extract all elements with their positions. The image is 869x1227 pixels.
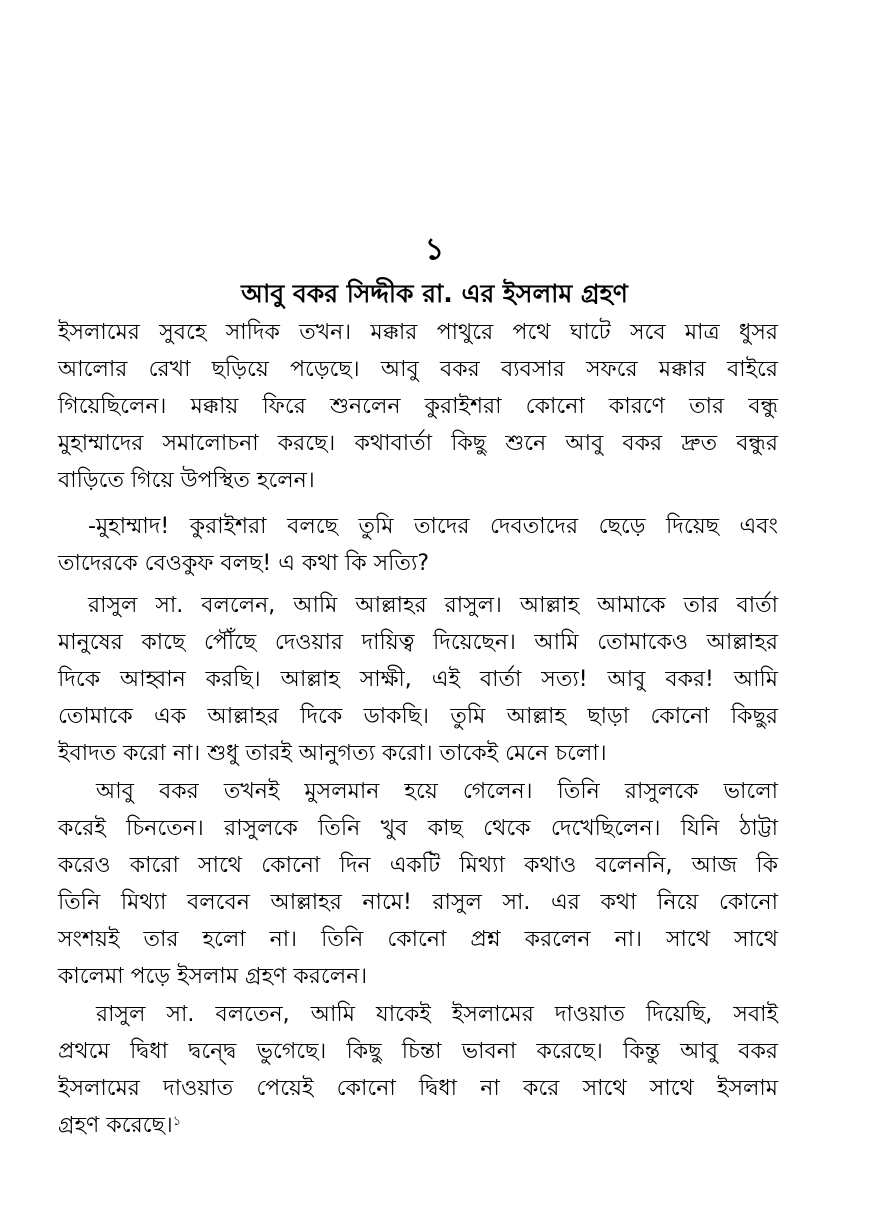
paragraph-line-text: গ্রহণ করেছে। (58, 1113, 173, 1138)
footnote-marker: ১ (172, 1114, 182, 1129)
paragraph-line (58, 1107, 778, 1144)
paragraph-line: ইসলামের দাওয়াত পেয়েই কোনো দ্বিধা না করে সাথে সাথে ইসলাম (58, 1076, 778, 1101)
paragraph-line: করেই চিনতেন। রাসুলকে তিনি খুব কাছ থেকে দেখেছিলেন। যিনি ঠাট্টা (58, 816, 778, 841)
paragraph-line: দিকে আহ্বান করছি। আল্লাহ সাক্ষী, এই বার্তা সত্য! আবু বকর! আমি (58, 667, 778, 692)
paragraph-line: আলোর রেখা ছড়িয়ে পড়েছে। আবু বকর ব্যবসার সফরে মক্কার বাইরে (58, 357, 778, 382)
paragraph-line: বাড়িতে গিয়ে উপস্থিত হলেন। (58, 468, 315, 493)
paragraph-line: আবু বকর তখনই মুসলমান হয়ে গেলেন। তিনি রাসুলকে ভালো (96, 779, 778, 804)
paragraph-line: ইবাদত করো না। শুধু তারই আনুগত্য করো। তাকেই মেনে চলো। (58, 741, 607, 766)
paragraph-line: প্রথমে দ্বিধা দ্বন্দ্বে ভুগেছে। কিছু চিন্তা ভাবনা করেছে। কিন্তু আবু বকর (58, 1039, 778, 1064)
paragraph-line: মুহাম্মাদের সমালোচনা করছে। কথাবার্তা কিছু শুনে আবু বকর দ্রুত বন্ধুর (58, 431, 778, 456)
paragraph-line: রাসুল সা. বলতেন, আমি যাকেই ইসলামের দাওয়াত দিয়েছি, সবাই (96, 1002, 778, 1027)
paragraph-line: তিনি মিথ্যা বলবেন আল্লাহর নামে! রাসুল সা. এর কথা নিয়ে কোনো (58, 890, 778, 915)
paragraph-line: গিয়েছিলেন। মক্কায় ফিরে শুনলেন কুরাইশরা কোনো কারণে তার বন্ধু (58, 394, 778, 419)
paragraph-line: ইসলামের সুবহে সাদিক তখন। মক্কার পাথুরে পথে ঘাটে সবে মাত্র ধুসর (58, 320, 778, 345)
paragraph-line: তোমাকে এক আল্লাহর দিকে ডাকছি। তুমি আল্লাহ ছাড়া কোনো কিছুর (58, 704, 778, 729)
chapter-title: আবু বকর সিদ্দীক রা. এর ইসলাম গ্রহণ (241, 279, 628, 308)
paragraph-line: করেও কারো সাথে কোনো দিন একটি মিথ্যা কথাও বলেননি, আজ কি (58, 853, 778, 878)
paragraph-1 (58, 314, 778, 499)
paragraph-line: -মুহাম্মাদ! কুরাইশরা বলছে তুমি তাদের দেবতাদের ছেড়ে দিয়েছ এবং (88, 514, 778, 539)
paragraph-3 (58, 587, 778, 772)
paragraph-4 (58, 773, 778, 995)
paragraph-line: কালেমা পড়ে ইসলাম গ্রহণ করলেন। (58, 964, 368, 989)
paragraph-line: রাসুল সা. বললেন, আমি আল্লাহর রাসুল। আল্লাহ আমাকে তার বার্তা (88, 593, 778, 618)
paragraph-5 (58, 996, 778, 1144)
chapter-number: ১ (424, 232, 445, 267)
paragraph-line: তাদেরকে বেওকুফ বলছ! এ কথা কি সত্যি? (58, 551, 430, 576)
paragraph-line: সংশয়ই তার হলো না। তিনি কোনো প্রশ্ন করলেন না। সাথে সাথে (58, 927, 778, 952)
paragraph-2 (58, 508, 778, 582)
paragraph-line: মানুষের কাছে পৌঁছে দেওয়ার দায়িত্ব দিয়েছেন। আমি তোমাকেও আল্লাহর (58, 630, 778, 655)
